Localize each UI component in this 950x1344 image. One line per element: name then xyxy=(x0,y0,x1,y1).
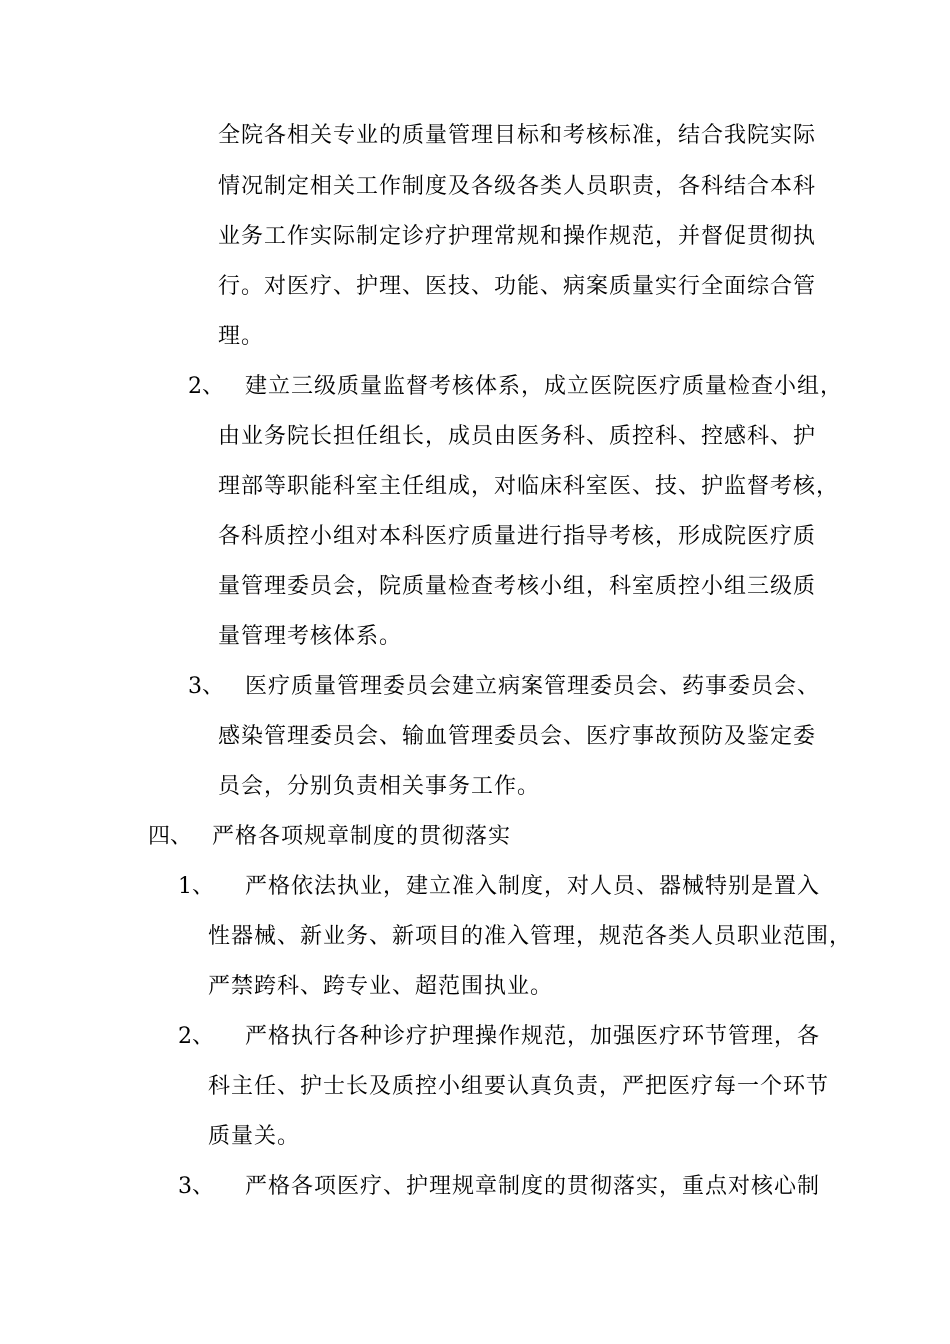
list-number: 2、 xyxy=(188,374,224,399)
paragraph-line: 理。 xyxy=(218,324,265,349)
paragraph-line: 业务工作实际制定诊疗护理常规和操作规范，并督促贯彻执 xyxy=(218,224,817,249)
paragraph-line: 行。对医疗、护理、医技、功能、病案质量实行全面综合管 xyxy=(218,274,817,299)
paragraph-line: 各科质控小组对本科医疗质量进行指导考核，形成院医疗质 xyxy=(218,524,817,549)
paragraph-line: 感染管理委员会、输血管理委员会、医疗事故预防及鉴定委 xyxy=(218,724,817,749)
paragraph-line: 量管理考核体系。 xyxy=(218,624,403,649)
paragraph-line: 严禁跨科、跨专业、超范围执业。 xyxy=(208,974,554,999)
paragraph-line: 科主任、护士长及质控小组要认真负责，严把医疗每一个环节 xyxy=(208,1074,830,1099)
paragraph-line: 严格执行各种诊疗护理操作规范，加强医疗环节管理，各 xyxy=(245,1024,821,1049)
list-number: 3、 xyxy=(188,674,224,699)
paragraph-line: 量管理委员会，院质量检查考核小组，科室质控小组三级质 xyxy=(218,574,817,599)
section-heading: 严格各项规章制度的贯彻落实 xyxy=(212,824,512,849)
list-number: 3、 xyxy=(178,1174,214,1199)
paragraph-line: 严格各项医疗、护理规章制度的贯彻落实，重点对核心制 xyxy=(245,1174,821,1199)
paragraph-line: 质量关。 xyxy=(208,1124,301,1149)
paragraph-line: 由业务院长担任组长，成员由医务科、质控科、控感科、护 xyxy=(218,424,817,449)
paragraph-line: 严格依法执业，建立准入制度，对人员、器械特别是置入 xyxy=(245,874,821,899)
paragraph-line: 性器械、新业务、新项目的准入管理，规范各类人员职业范围， xyxy=(208,924,853,949)
list-number: 1、 xyxy=(178,874,214,899)
list-number: 2、 xyxy=(178,1024,214,1049)
paragraph-line: 全院各相关专业的质量管理目标和考核标准，结合我院实际 xyxy=(218,123,817,148)
section-number: 四、 xyxy=(148,824,193,849)
paragraph-line: 建立三级质量监督考核体系，成立医院医疗质量检查小组， xyxy=(245,374,844,399)
paragraph-line: 医疗质量管理委员会建立病案管理委员会、药事委员会、 xyxy=(245,674,821,699)
paragraph-line: 情况制定相关工作制度及各级各类人员职责，各科结合本科 xyxy=(218,174,817,199)
paragraph-line: 理部等职能科室主任组成，对临床科室医、技、护监督考核， xyxy=(218,474,840,499)
paragraph-line: 员会，分别负责相关事务工作。 xyxy=(218,774,541,799)
